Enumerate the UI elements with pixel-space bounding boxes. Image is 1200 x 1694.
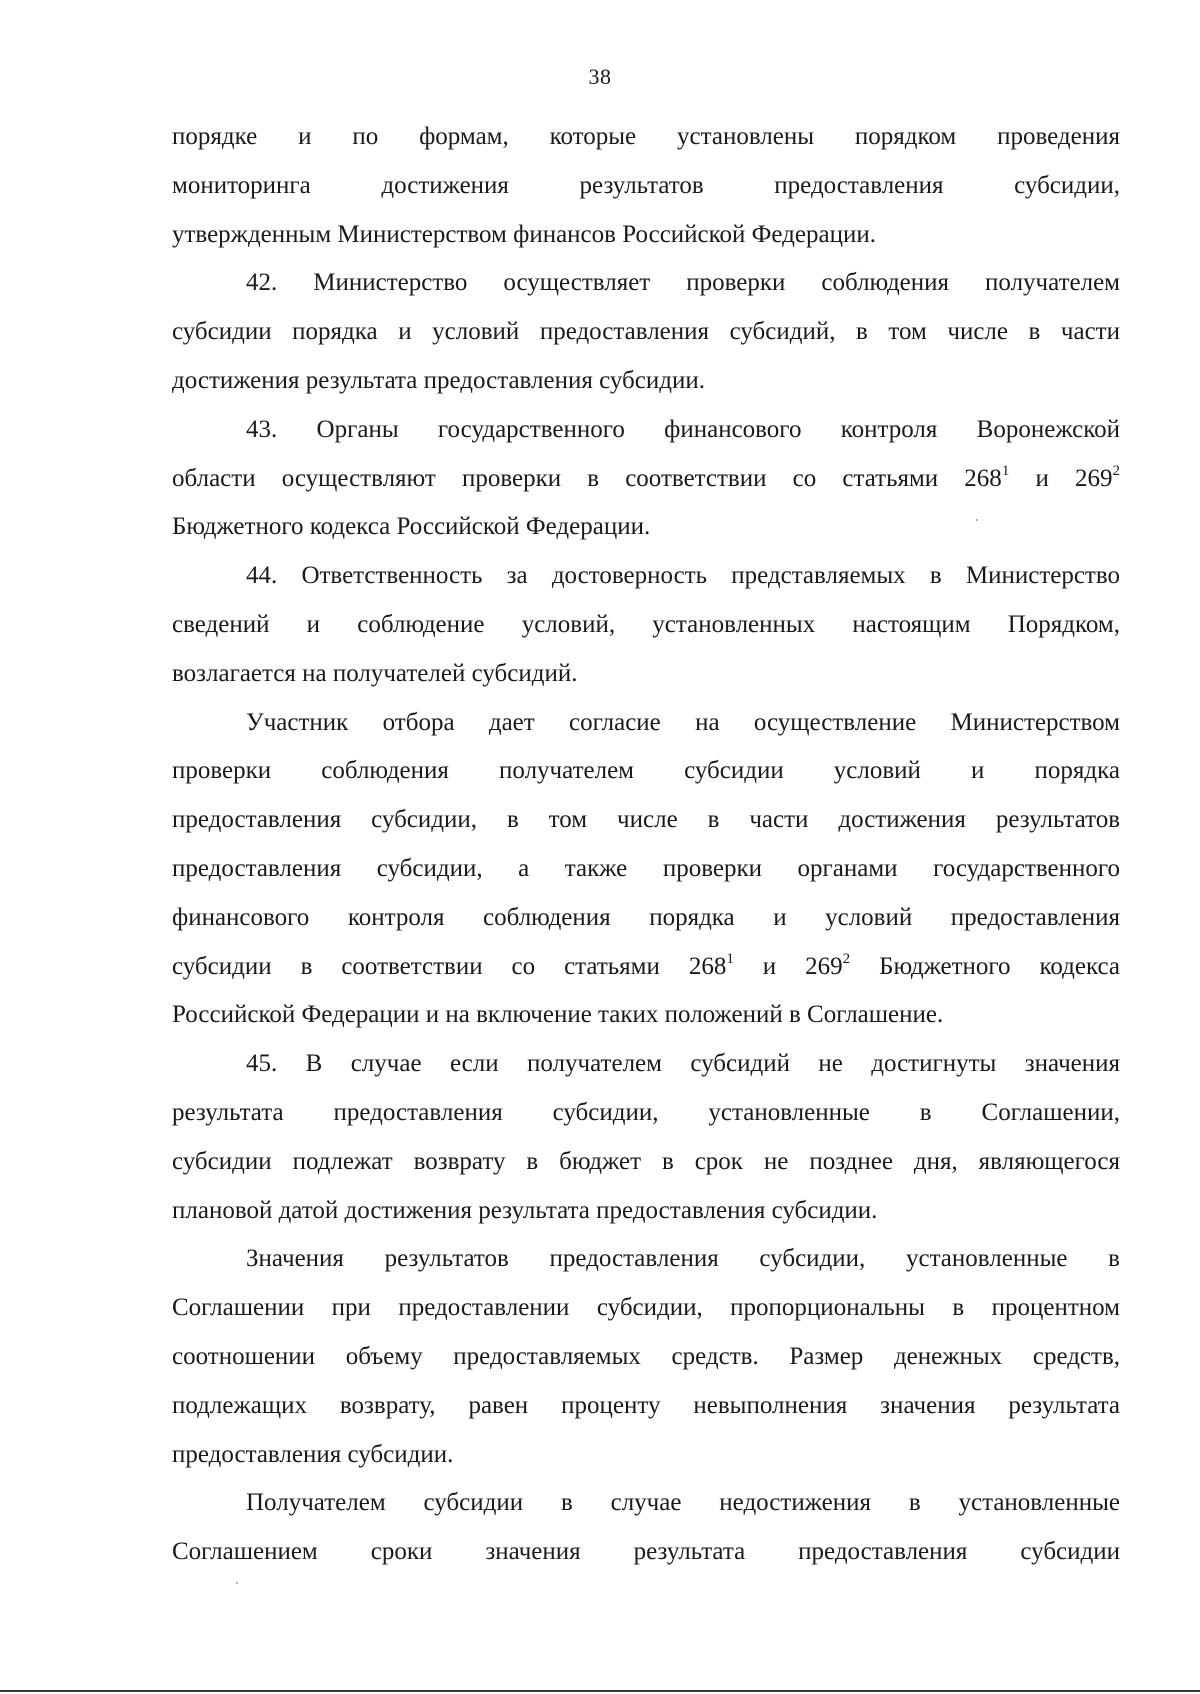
text-line: Соглашении при предоставлении субсидии, пропорциональны в процентном bbox=[172, 1294, 1120, 1322]
text-line: плановой датой достижения результата предоставления субсидии. bbox=[172, 1196, 878, 1224]
text-line: соотношении объему предоставляемых средств. Размер денежных средств, bbox=[172, 1342, 1120, 1370]
text-line: предоставления субсидии, а также проверки органами государственного bbox=[172, 854, 1120, 882]
text-line: Соглашением сроки значения результата предоставления субсидии bbox=[172, 1538, 1120, 1566]
text-line: результата предоставления субсидии, установленные в Соглашении, bbox=[172, 1098, 1120, 1126]
text-line: Получателем субсидии в случае недостижения в установленные bbox=[246, 1489, 1120, 1517]
paragraph-45 bbox=[172, 1040, 1120, 1235]
text-line: 45. В случае если получателем субсидий не достигнуты значения bbox=[246, 1050, 1120, 1078]
superscript: 1 bbox=[1001, 462, 1010, 479]
paragraph-continuation bbox=[172, 113, 1120, 259]
text-line: проверки соблюдения получателем субсидии условий и порядка bbox=[172, 757, 1120, 785]
paragraph-43 bbox=[172, 406, 1120, 552]
text-line: финансового контроля соблюдения порядка и условий предоставления bbox=[172, 903, 1120, 931]
text-fragment: и 269 bbox=[733, 952, 843, 980]
text-line: мониторинга достижения результатов предоставления субсидии, bbox=[172, 171, 1120, 199]
text-line: Бюджетного кодекса Российской Федерации. bbox=[172, 513, 651, 541]
superscript: 1 bbox=[726, 950, 734, 967]
text-line: Участник отбора дает согласие на осуществление Министерством bbox=[246, 708, 1120, 736]
text-line-with-footnotes bbox=[172, 943, 1120, 992]
text-line: субсидии порядка и условий предоставления субсидий, в том числе в части bbox=[172, 318, 1120, 346]
scan-speck bbox=[236, 1582, 238, 1584]
text-line: Российской Федерации и на включение таких положений в Соглашение. bbox=[172, 1001, 944, 1029]
paragraph-recipient bbox=[172, 1479, 1120, 1577]
paragraph-44 bbox=[172, 552, 1120, 698]
text-line: 44. Ответственность за достоверность представляемых в Министерство bbox=[246, 562, 1120, 590]
text-line: сведений и соблюдение условий, установленных настоящим Порядком, bbox=[172, 610, 1120, 638]
text-line: достижения результата предоставления субсидии. bbox=[172, 366, 705, 394]
text-line: возлагается на получателей субсидий. bbox=[172, 659, 578, 687]
paragraph-consent bbox=[172, 699, 1120, 1041]
text-line-with-footnotes bbox=[172, 455, 1120, 504]
text-line: предоставления субсидии. bbox=[172, 1440, 454, 1468]
page-number: 38 bbox=[588, 64, 612, 89]
paragraph-values bbox=[172, 1235, 1120, 1479]
text-fragment: области осуществляют проверки в соответствии со статьями 268 bbox=[172, 464, 1002, 492]
text-line: предоставления субсидии, в том числе в части достижения результатов bbox=[172, 806, 1120, 834]
text-line: Значения результатов предоставления субсидии, установленные в bbox=[246, 1245, 1120, 1273]
text-line: подлежащих возврату, равен проценту невыполнения значения результата bbox=[172, 1391, 1120, 1419]
text-line: 43. Органы государственного финансового контроля Воронежской bbox=[246, 415, 1120, 443]
superscript: 2 bbox=[1112, 462, 1120, 479]
text-line: субсидии подлежат возврату в бюджет в срок не позднее дня, являющегося bbox=[172, 1147, 1120, 1175]
superscript: 2 bbox=[842, 950, 851, 967]
document-body bbox=[172, 113, 1120, 1577]
text-line: порядке и по формам, которые установлены порядком проведения bbox=[172, 123, 1120, 150]
scan-speck bbox=[976, 519, 978, 521]
text-line: утвержденным Министерством финансов Российской Федерации. bbox=[172, 220, 876, 248]
paragraph-42 bbox=[172, 259, 1120, 405]
text-fragment: Бюджетного кодекса bbox=[850, 952, 1120, 980]
text-line: 42. Министерство осуществляет проверки соблюдения получателем bbox=[246, 269, 1120, 297]
scan-bottom-edge bbox=[0, 1690, 1200, 1692]
text-fragment: субсидии в соответствии со статьями 268 bbox=[172, 952, 727, 980]
text-fragment: и 269 bbox=[1009, 464, 1113, 492]
